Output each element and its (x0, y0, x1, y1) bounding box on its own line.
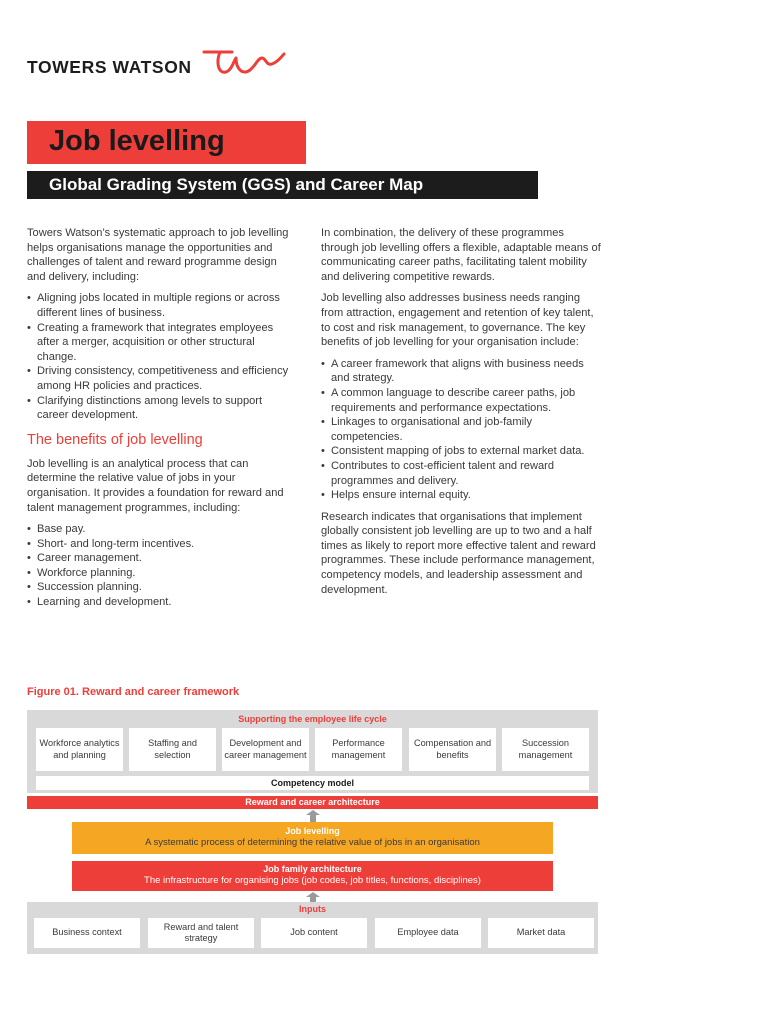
list-item: • Driving consistency, competitiveness and efficiency among HR policies and practices. (27, 364, 289, 393)
input-box: Job content (261, 918, 367, 948)
job-levelling-description: A systematic process of determining the relative value of jobs in an organisation (145, 837, 480, 848)
business-needs-paragraph: Job levelling also addresses business needs ranging from attraction, engagement and retention of key talent, to cost and risk management, to governance. The key benefits of job levelling for your organisation include: (321, 292, 594, 349)
title-banner (27, 121, 306, 164)
lifecycle-box: Workforce analytics and planning (36, 728, 123, 771)
benefits-paragraph: Job levelling is an analytical process that can determine the relative value of jobs in your organisation. It provides a foundation for reward and talent management programmes, including: (27, 457, 284, 514)
inputs-panel (27, 902, 598, 954)
reward-architecture-bar: Reward and career architecture (27, 796, 598, 809)
lifecycle-title: Supporting the employee life cycle (238, 714, 387, 724)
input-box: Employee data (375, 918, 481, 948)
subtitle-banner (27, 171, 538, 199)
lifecycle-box: Performance management (315, 728, 402, 771)
list-item: • Base pay. (27, 522, 289, 537)
inputs-title: Inputs (299, 904, 326, 914)
list-item: • Linkages to organisational and job-family competencies. (321, 415, 601, 444)
list-item: • Contributes to cost-efficient talent and reward programmes and delivery. (321, 459, 601, 488)
input-box: Business context (34, 918, 140, 948)
lifecycle-box: Development and career management (222, 728, 309, 771)
list-item: • Clarifying distinctions among levels to support career development. (27, 394, 289, 423)
page-subtitle: Global Grading System (GGS) and Career Map (49, 175, 424, 194)
list-item: • Succession planning. (27, 580, 289, 595)
competency-model-bar: Competency model (36, 776, 589, 790)
figure-caption: Figure 01. Reward and career framework (27, 686, 240, 698)
right-column (321, 226, 601, 604)
list-item: • Short- and long-term incentives. (27, 537, 289, 552)
lifecycle-box: Succession management (502, 728, 589, 771)
job-family-title: Job family architecture (263, 864, 362, 874)
combination-paragraph: In combination, the delivery of these programmes through job levelling offers a flexible, adaptable means of communicating career paths, facilitating talent mobility and delivering competitive rewards. (321, 227, 601, 283)
list-item: • Helps ensure internal equity. (321, 488, 601, 503)
list-item: • Aligning jobs located in multiple regions or across different lines of business. (27, 291, 289, 320)
tw-script-logo-icon (202, 48, 286, 80)
job-levelling-block (72, 822, 553, 854)
job-family-description: The infrastructure for organising jobs (job codes, job titles, functions, disciplines) (144, 875, 481, 886)
lifecycle-panel (27, 710, 598, 793)
benefits-bullet-list (27, 522, 289, 610)
section-heading: The benefits of job levelling (27, 431, 203, 448)
input-box: Reward and talent strategy (148, 918, 254, 948)
list-item: • Career management. (27, 551, 289, 566)
list-item: • Workforce planning. (27, 566, 289, 581)
left-column (27, 226, 289, 617)
reward-career-framework-diagram (27, 710, 598, 955)
page-title: Job levelling (49, 125, 225, 157)
job-levelling-title: Job levelling (285, 826, 340, 836)
brand-name: TOWERS WATSON (27, 57, 192, 77)
list-item: • Consistent mapping of jobs to external market data. (321, 444, 601, 459)
research-paragraph: Research indicates that organisations that implement globally consistent job levelling are up to two and a half times as likely to report more effective talent and reward programmes. These include performance management, competency models, and leadership assessment and development. (321, 510, 596, 596)
lifecycle-box: Staffing and selection (129, 728, 216, 771)
key-benefits-list (321, 357, 601, 503)
list-item: • A common language to describe career paths, job requirements and performance expectations. (321, 386, 601, 415)
job-family-block (72, 861, 553, 891)
intro-bullet-list (27, 291, 289, 422)
lifecycle-box: Compensation and benefits (409, 728, 496, 771)
list-item: • Learning and development. (27, 595, 289, 610)
list-item: • A career framework that aligns with business needs and strategy. (321, 357, 601, 386)
intro-paragraph: Towers Watson’s systematic approach to job levelling helps organisations manage the opportunities and challenges of talent and reward programme design and delivery, including: (27, 227, 289, 283)
input-box: Market data (488, 918, 594, 948)
list-item: • Creating a framework that integrates employees after a merger, acquisition or other structural change. (27, 321, 289, 365)
